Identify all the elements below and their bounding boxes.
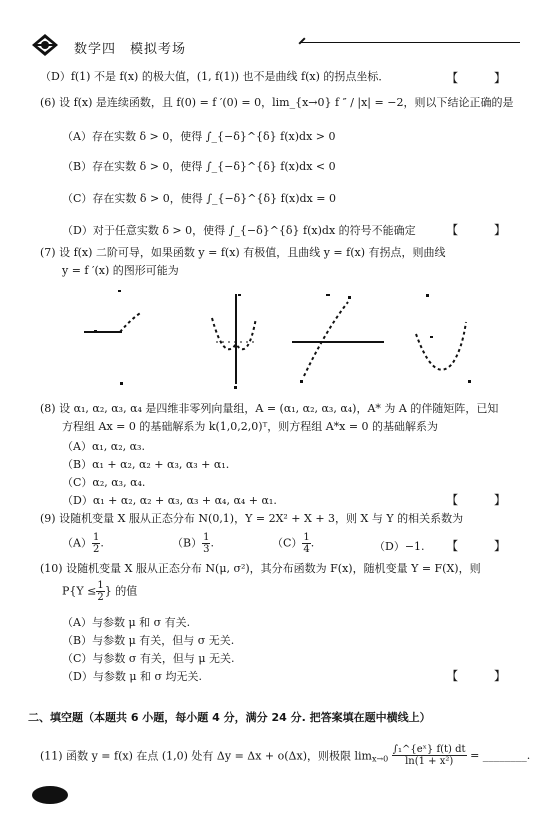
q5-option-d: （D）f(1) 不是 f(x) 的极大值，(1, f(1)) 也不是曲线 f(x) 的拐点坐标． xyxy=(40,70,390,83)
q10-option-b: （B）与参数 μ 有关，但与 σ 无关. xyxy=(62,634,235,647)
q8-option-a: （A）α₁, α₂, α₃. xyxy=(62,440,145,453)
q7-stem-line2: y = f ′(x) 的图形可能为 xyxy=(62,264,179,277)
q6-option-d: （D）对于任意实数 δ > 0，使得 ∫_{−δ}^{δ} f(x)dx 的符号不能确定 xyxy=(62,224,416,237)
q6-option-a: （A）存在实数 δ > 0，使得 ∫_{−δ}^{δ} f(x)dx > 0 xyxy=(62,130,336,143)
answer-bracket: 【 】 xyxy=(446,71,522,85)
q8-option-b: （B）α₁ + α₂, α₂ + α₃, α₃ + α₁. xyxy=(62,458,230,471)
q6-stem: (6) 设 f(x) 是连续函数，且 f(0) = f ′(0) = 0，lim_{x→0} f ″ / |x| = −2，则以下结论正确的是 xyxy=(40,96,514,109)
q8-stem-line2: 方程组 Ax = 0 的基础解系为 k(1,0,2,0)ᵀ，则方程组 A*x = 0 的基础解系为 xyxy=(62,420,439,433)
header-rule xyxy=(300,42,520,43)
header-ornament xyxy=(298,37,305,44)
q11: (11) 函数 y = f(x) 在点 (1,0) 处有 Δy = Δx + o(Δx)，则极限 $\lim_{x\to 0}$ $\frac{\text{∫₁\textasciicircum{}\{eˣ\} f(t) dt}}{\text{ln(1 + x²)}}$ = ________. xyxy=(40,744,531,767)
section-heading: 二、填空题（本题共 6 小题，每小题 4 分，满分 24 分. 把答案填在题中横线上） xyxy=(28,711,431,724)
q8-stem-line1: (8) 设 α₁, α₂, α₃, α₄ 是四维非零列向量组，A = (α₁, α₂, α₃, α₄)，A* 为 A 的伴随矩阵，已知 xyxy=(40,402,499,415)
header-title: 数学四 模拟考场 xyxy=(74,42,187,57)
q8-option-d: （D）α₁ + α₂, α₂ + α₃, α₃ + α₄, α₄ + α₁. xyxy=(62,494,277,507)
answer-bracket: 【 】 xyxy=(446,539,522,553)
q10-probability: P{Y ≤ $\frac{1}{2}$ } 的值 xyxy=(62,580,138,603)
answer-bracket: 【 】 xyxy=(446,493,522,507)
q9-option-a: （A） $\frac{1}{2}$ . xyxy=(62,532,104,555)
q7-graph-a xyxy=(84,284,194,394)
page-number-badge xyxy=(32,786,68,804)
exam-logo-icon xyxy=(30,33,60,57)
q6-option-b: （B）存在实数 δ > 0，使得 ∫_{−δ}^{δ} f(x)dx < 0 xyxy=(62,160,336,173)
q7-stem-line1: (7) 设 f(x) 二阶可导，如果函数 y = f(x) 有极值，且曲线 y = f(x) 有拐点，则曲线 xyxy=(40,246,446,259)
q7-graph-d xyxy=(404,284,514,394)
answer-bracket: 【 】 xyxy=(446,669,522,683)
q10-option-a: （A）与参数 μ 和 σ 有关. xyxy=(62,616,191,629)
q10-stem: (10) 设随机变量 X 服从正态分布 N(μ, σ²)，其分布函数为 F(x)，随机变量 Y = F(X)，则 xyxy=(40,562,481,575)
q7-graph-b xyxy=(190,284,300,394)
q10-option-c: （C）与参数 σ 有关，但与 μ 无关. xyxy=(62,652,235,665)
q6-option-c: （C）存在实数 δ > 0，使得 ∫_{−δ}^{δ} f(x)dx = 0 xyxy=(62,192,336,205)
q7-graph-c xyxy=(290,284,400,394)
q9-option-d: （D）−1. xyxy=(374,540,425,553)
q9-option-b: （B） $\frac{1}{3}$ . xyxy=(172,532,214,555)
q9-stem: (9) 设随机变量 X 服从正态分布 N(0,1)，Y = 2X² + X + 3，则 X 与 Y 的相关系数为 xyxy=(40,512,464,525)
answer-bracket: 【 】 xyxy=(446,223,522,237)
q8-option-c: （C）α₂, α₃, α₄. xyxy=(62,476,146,489)
q10-option-d: （D）与参数 μ 和 σ 均无关. xyxy=(62,670,202,683)
q9-option-c: （C） $\frac{1}{4}$ . xyxy=(272,532,315,555)
